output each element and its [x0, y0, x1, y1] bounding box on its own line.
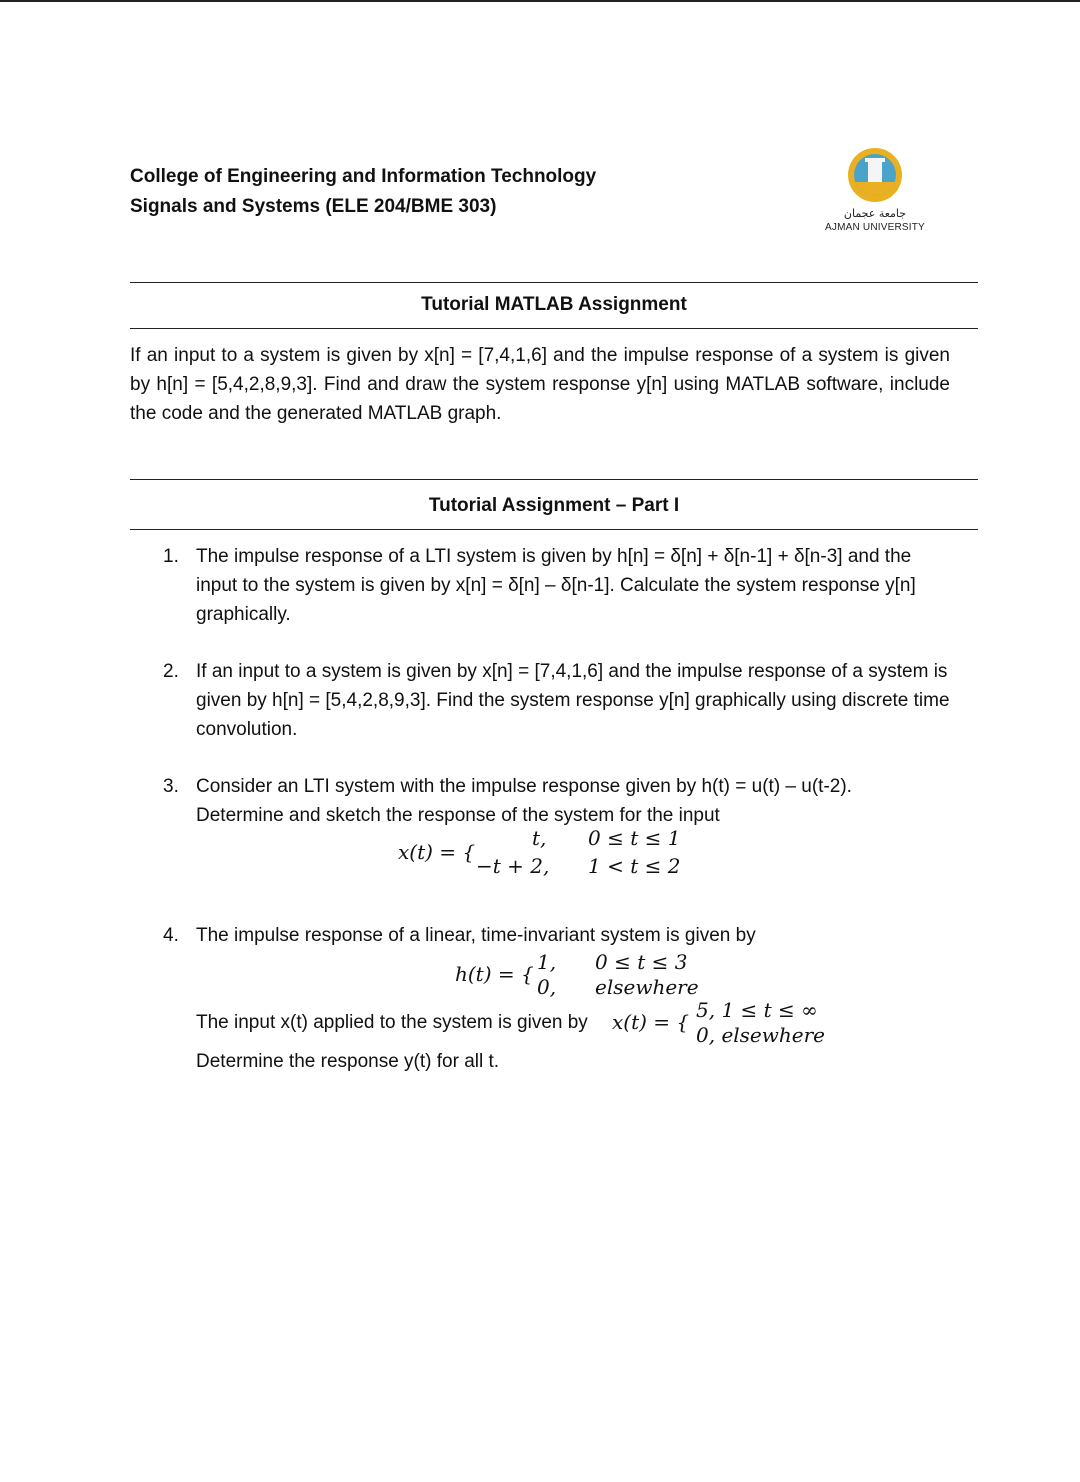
question-4-final-line: Determine the response y(t) for all t.	[196, 1051, 500, 1072]
question-text-line: Determine and sketch the response of the system for the input	[196, 805, 720, 826]
part1-section-title: Tutorial Assignment – Part I	[428, 495, 680, 516]
equation-lhs: x(t) = {	[612, 1010, 690, 1034]
question-number: 4.	[163, 925, 179, 946]
divider	[130, 529, 978, 530]
question-4-input-text: The input x(t) applied to the system is given by	[196, 1012, 588, 1033]
equation-x-t	[398, 826, 698, 882]
case-line: 0, elsewhere	[696, 1023, 826, 1047]
equation-lhs: h(t) = {	[455, 962, 534, 986]
case-condition: 0 ≤ t ≤ 3	[595, 950, 688, 974]
case-line: 5, 1 ≤ t ≤ ∞	[696, 998, 818, 1022]
logo-arabic-name: جامعة عجمان	[843, 207, 907, 220]
university-logo	[820, 148, 930, 233]
course-name: Signals and Systems (ELE 204/BME 303)	[130, 196, 497, 217]
equation-lhs: x(t) = {	[398, 840, 476, 864]
case-value: 0,	[537, 975, 557, 999]
case-value: 1,	[537, 950, 557, 974]
question-text-line: Consider an LTI system with the impulse response given by h(t) = u(t) – u(t-2).	[196, 776, 852, 797]
case-condition: 1 < t ≤ 2	[588, 854, 681, 878]
logo-emblem-icon	[848, 148, 902, 202]
case-condition: 0 ≤ t ≤ 1	[588, 826, 681, 850]
question-number: 3.	[163, 776, 179, 797]
case-value: −t + 2,	[476, 854, 550, 878]
case-condition: elsewhere	[595, 975, 699, 999]
question-number: 1.	[163, 546, 179, 567]
divider	[130, 282, 978, 283]
matlab-assignment-text: If an input to a system is given by x[n] = [7,4,1,6] and the impulse response of a system is given by h[n] = [5,4,2,8,9,3]. Find and draw the system response y[n] using MATLAB software, include the code and the generated MATLAB graph.	[130, 345, 950, 424]
question-text: The impulse response of a LTI system is given by h[n] = δ[n] + δ[n-1] + δ[n-3] and the input to the system is given by x[n] = δ[n] – δ[n-1]. Calculate the system response y[n] graphically.	[196, 546, 916, 625]
question-text-line: The impulse response of a linear, time-invariant system is given by	[196, 925, 756, 946]
document-header	[130, 162, 596, 222]
case-value: t,	[532, 826, 547, 850]
equation-x-t-input	[612, 998, 832, 1048]
top-border	[0, 0, 1080, 2]
college-name: College of Engineering and Information Technology	[130, 166, 597, 187]
divider	[130, 328, 978, 329]
divider	[130, 479, 978, 480]
equation-h-t	[455, 950, 715, 1000]
question-number: 2.	[163, 661, 179, 682]
question-text: If an input to a system is given by x[n] = [7,4,1,6] and the impulse response of a system is given by h[n] = [5,4,2,8,9,3]. Find the system response y[n] graphically using discrete time convolution.	[196, 661, 950, 740]
logo-english-name: AJMAN UNIVERSITY	[825, 222, 925, 233]
matlab-section-title: Tutorial MATLAB Assignment	[421, 294, 687, 315]
